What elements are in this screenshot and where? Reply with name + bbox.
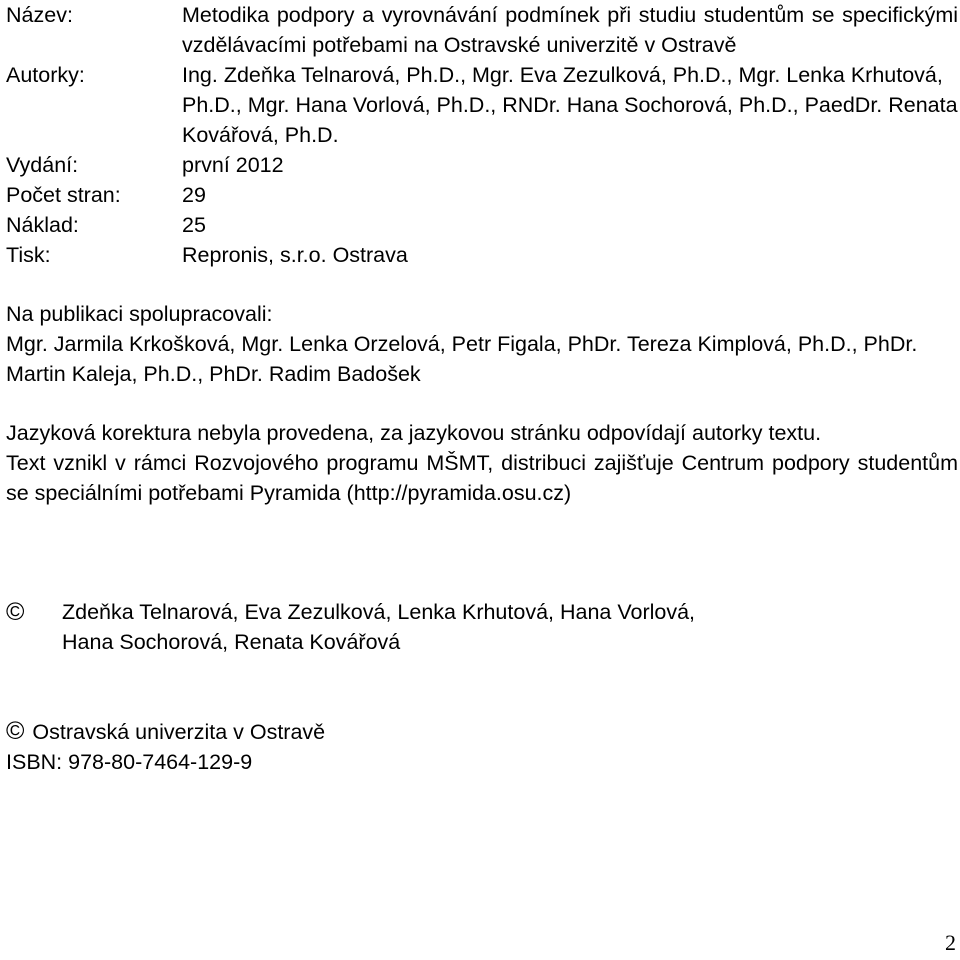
title-row (6, 0, 958, 60)
title-label: Název: (6, 3, 73, 27)
print-run-row (6, 210, 958, 240)
imprint-page (6, 0, 958, 777)
copyright-icon: © (6, 598, 25, 626)
authors-row (6, 60, 958, 150)
authors-copyright-line-1: Zdeňka Telnarová, Eva Zezulková, Lenka Krhutová, Hana Vorlová, (62, 600, 696, 624)
pages-label: Počet stran: (6, 183, 121, 207)
page-number: 2 (945, 930, 956, 955)
authors-label: Autorky: (6, 63, 85, 87)
authors-value: Ing. Zdeňka Telnarová, Ph.D., Mgr. Eva Zezulková, Ph.D., Mgr. Lenka Krhutová, Ph.D., Mgr. Hana Vorlová, Ph.D., RNDr. Hana Sochorová, Ph.D., PaedDr. Renata Kovářová, Ph.D. (182, 63, 958, 147)
print-run-value: 25 (182, 213, 206, 237)
edition-value: první 2012 (182, 153, 284, 177)
university-name: Ostravská univerzita v Ostravě (32, 720, 326, 744)
authors-copyright (6, 597, 958, 657)
isbn: ISBN: 978-80-7464-129-9 (6, 750, 253, 774)
print-run-label: Náklad: (6, 213, 79, 237)
printer-value: Repronis, s.r.o. Ostrava (182, 243, 408, 267)
origin-note: Text vznikl v rámci Rozvojového programu MŠMT, distribuci zajišťuje Centrum podpory studentům se speciálními potřebami Pyramida (http://pyramida.osu.cz) (6, 451, 958, 505)
pages-row (6, 180, 958, 210)
proofreading-note: Jazyková korektura nebyla provedena, za jazykovou stránku odpovídají autorky textu. (6, 421, 822, 445)
contributors-heading: Na publikaci spolupracovali: (6, 302, 273, 326)
printer-label: Tisk: (6, 243, 51, 267)
authors-copyright-line-2: Hana Sochorová, Renata Kovářová (62, 630, 401, 654)
printer-row (6, 240, 958, 270)
authors-copyright-text (62, 597, 958, 657)
university-copyright (6, 716, 958, 777)
pages-value: 29 (182, 183, 206, 207)
edition-label: Vydání: (6, 153, 79, 177)
university-copyright-line (6, 716, 958, 747)
contributors-names: Mgr. Jarmila Krkošková, Mgr. Lenka Orzelová, Petr Figala, PhDr. Tereza Kimplová, Ph.D., PhDr. Martin Kaleja, Ph.D., PhDr. Radim Badošek (6, 332, 918, 386)
copyright-icon: © (6, 717, 25, 745)
contributors-block (6, 299, 958, 389)
edition-row (6, 150, 958, 180)
title-value: Metodika podpory a vyrovnávání podmínek při studiu studentům se specifickými vzdělávacími potřebami na Ostravské univerzitě v Ostravě (182, 3, 958, 57)
